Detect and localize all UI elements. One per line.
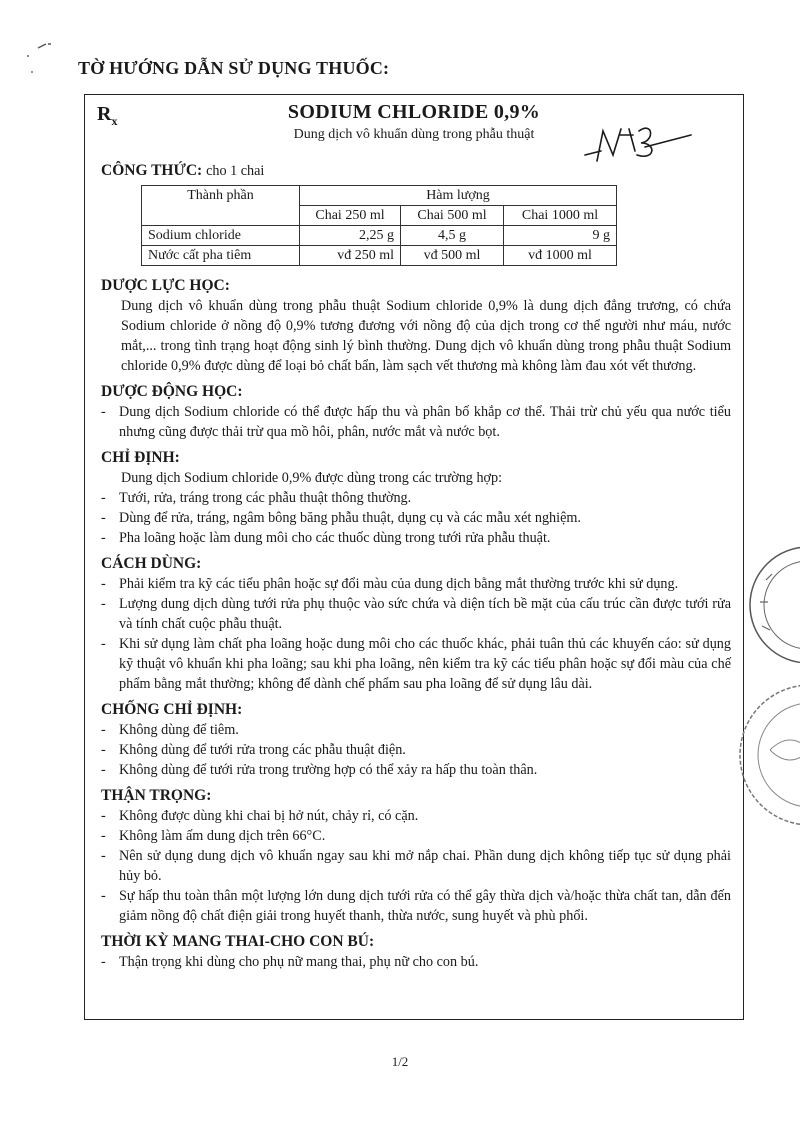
- indications-intro: Dung dịch Sodium chloride 0,9% được dùng trong các trường hợp:: [121, 470, 503, 486]
- indications-title: CHỈ ĐỊNH:: [101, 449, 180, 466]
- leaflet-frame: [84, 94, 744, 1020]
- ingredient-name: Nước cất pha tiêm: [142, 246, 300, 266]
- ingredient-header: Thành phần: [142, 186, 300, 226]
- size-header: Chai 500 ml: [401, 206, 504, 226]
- table-row: [142, 246, 617, 266]
- formula-title: CÔNG THỨC:: [101, 162, 203, 179]
- list-item: - Phải kiểm tra kỹ các tiểu phân hoặc sự đổi màu của dung dịch bằng mắt thường trước khi sử dụng.: [101, 576, 679, 592]
- document-title: TỜ HƯỚNG DẪN SỬ DỤNG THUỐC:: [78, 58, 390, 78]
- official-stamp-icon: [746, 540, 800, 670]
- page-number: 1/2: [391, 1054, 409, 1069]
- list-item: - Dung dịch Sodium chloride có thể được hấp thu và phân bố khắp cơ thể. Thải trừ chủ yếu qua nước tiểu nhưng cũng được thải trừ qua mồ hôi, phân, nước mắt và nước bọt.: [101, 404, 731, 440]
- formula-note: cho 1 chai: [206, 163, 265, 179]
- amount-cell: vđ 500 ml: [401, 246, 504, 266]
- leaflet-content: [101, 155, 731, 972]
- list-item: - Pha loãng hoặc làm dung môi cho các thuốc dùng trong tưới rửa phẫu thuật.: [101, 530, 551, 546]
- amount-cell: 2,25 g: [300, 226, 401, 246]
- product-name: SODIUM CHLORIDE 0,9%: [287, 101, 541, 123]
- list-item: - Lượng dung dịch dùng tưới rửa phụ thuộc vào sức chứa và diện tích bề mặt của cấu trúc cần được tưới rửa và tính chất cuộc phẫu thuật.: [101, 596, 731, 632]
- rx-symbol: $R_x$: [97, 103, 118, 128]
- pharmacodynamics-title: DƯỢC LỰC HỌC:: [101, 277, 230, 294]
- list-item: - Nên sử dụng dung dịch vô khuẩn ngay sau khi mở nắp chai. Phần dung dịch không tiếp tục sử dụng phải hủy bỏ.: [101, 848, 731, 884]
- product-subtitle: Dung dịch vô khuẩn dùng trong phẫu thuật: [293, 127, 535, 142]
- scan-marks: [18, 26, 78, 86]
- list-item: - Không được dùng khi chai bị hở nút, chảy rỉ, có cặn.: [101, 808, 419, 824]
- ingredient-name: Sodium chloride: [142, 226, 300, 246]
- list-item: - Không dùng để tiêm.: [101, 722, 239, 738]
- contraindications-title: CHỐNG CHỈ ĐỊNH:: [101, 701, 243, 718]
- amount-header: Hàm lượng: [300, 186, 617, 206]
- list-item: - Không dùng để tưới rửa trong các phẫu thuật điện.: [101, 742, 406, 758]
- precautions-title: THẬN TRỌNG:: [101, 787, 212, 804]
- formula-table: [141, 185, 617, 266]
- list-item: - Không dùng để tưới rửa trong trường hợp có thể xảy ra hấp thu toàn thân.: [101, 762, 538, 778]
- list-item: - Dùng để rửa, tráng, ngâm bông băng phẫu thuật, dụng cụ và các mẫu xét nghiệm.: [101, 510, 581, 526]
- formula-section: [101, 161, 731, 181]
- size-header: Chai 250 ml: [300, 206, 401, 226]
- list-item: - Khi sử dụng làm chất pha loãng hoặc dung môi cho các thuốc khác, phải tuân thủ các khuyến cáo: sử dụng kỹ thuật vô khuẩn khi pha loãng; sau khi pha loãng, nên kiểm tra kỹ các tiểu phân hoặc sự đổi màu của chế phẩm bằng mắt thường; không để dành chế phẩm sau pha loãng để sử dụng lâu dài.: [101, 636, 731, 692]
- table-row: [142, 226, 617, 246]
- list-item: - Sự hấp thu toàn thân một lượng lớn dung dịch tưới rửa có thể gây thừa dịch và/hoặc thừa chất tan, dẫn đến giảm nồng độ chất điện giải trong huyết thanh, thừa nước, sung huyết và phù phổi.: [101, 888, 731, 924]
- list-item: - Không làm ấm dung dịch trên 66°C.: [101, 828, 326, 844]
- seal-stamp-icon: [730, 680, 800, 830]
- amount-cell: 9 g: [504, 226, 617, 246]
- pregnancy-title: THỜI KỲ MANG THAI-CHO CON BÚ:: [101, 933, 375, 950]
- pharmacodynamics-text: Dung dịch vô khuẩn dùng trong phẫu thuật Sodium chloride 0,9% là dung dịch đẳng trương, có chứa Sodium chloride ở nồng độ 0,9% tương đương với nồng độ của dịch trong cơ thể người như máu, nước mắt,... trong tình trạng hoạt động sinh lý bình thường. Dung dịch vô khuẩn dùng trong phẫu thuật Sodium chloride 0,9% được dùng để loại bỏ chất bẩn, làm sạch vết thương mà không làm đau xót vết thương.: [121, 298, 731, 374]
- list-item: - Thận trọng khi dùng cho phụ nữ mang thai, phụ nữ cho con bú.: [101, 954, 479, 970]
- pharmacokinetics-title: DƯỢC ĐỘNG HỌC:: [101, 383, 243, 400]
- amount-cell: vđ 1000 ml: [504, 246, 617, 266]
- usage-title: CÁCH DÙNG:: [101, 555, 202, 572]
- amount-cell: vđ 250 ml: [300, 246, 401, 266]
- amount-cell: 4,5 g: [401, 226, 504, 246]
- list-item: - Tưới, rửa, tráng trong các phẫu thuật thông thường.: [101, 490, 412, 506]
- size-header: Chai 1000 ml: [504, 206, 617, 226]
